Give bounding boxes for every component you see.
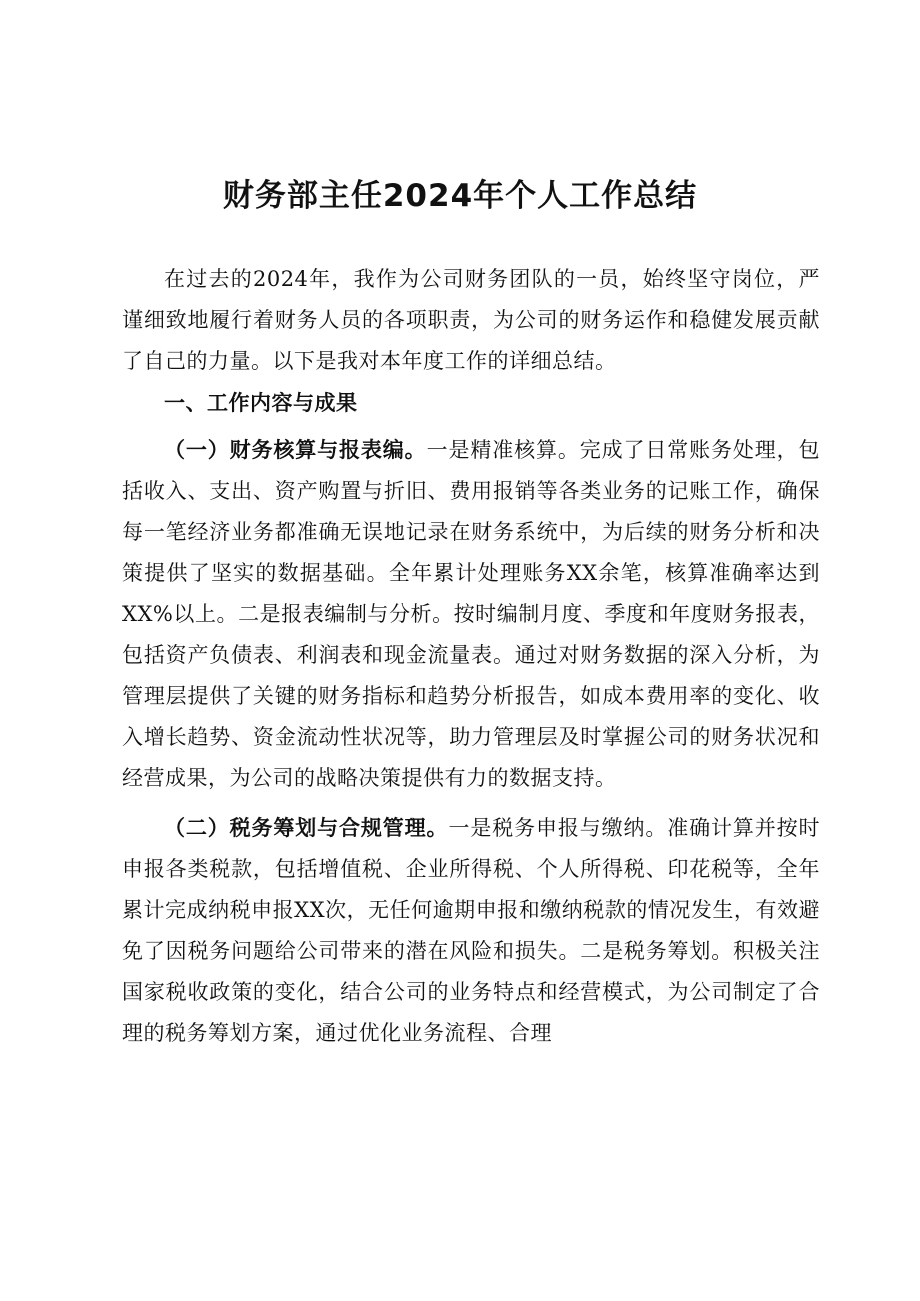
intro-paragraph: 在过去的2024年，我作为公司财务团队的一员，始终坚守岗位，严谨细致地履行着财务人员的各项职责，为公司的财务运作和稳健发展贡献了自己的力量。以下是我对本年度工作的详细总结。 bbox=[122, 267, 820, 373]
item-2-heading: （二）税务筹划与合规管理。 bbox=[164, 815, 449, 840]
document-body bbox=[122, 259, 820, 1054]
item-2-text: 一是税务申报与缴纳。准确计算并按时申报各类税款，包括增值税、企业所得税、个人所得税、印花税等，全年累计完成纳税申报XX次，无任何逾期申报和缴纳税款的情况发生，有效避免了因税务问题给公司带来的潜在风险和损失。二是税务筹划。积极关注国家税收政策的变化，结合公司的业务特点和经营模式，为公司制定了合理的税务筹划方案，通过优化业务流程、合理 bbox=[122, 816, 821, 1045]
item-1-heading: （一）财务核算与报表编。 bbox=[164, 437, 427, 462]
section-heading: 一、工作内容与成果 bbox=[164, 390, 358, 415]
document-title: 财务部主任2024年个人工作总结 bbox=[222, 178, 698, 214]
item-1-paragraph bbox=[122, 429, 820, 799]
item-2-paragraph bbox=[122, 807, 820, 1054]
item-1-text: 一是精准核算。完成了日常账务处理，包括收入、支出、资产购置与折旧、费用报销等各类业务的记账工作，确保每一笔经济业务都准确无误地记录在财务系统中，为后续的财务分析和决策提供了坚实的数据基础。全年累计处理账务XX余笔，核算准确率达到XX%以上。二是报表编制与分析。按时编制月度、季度和年度财务报表，包括资产负债表、利润表和现金流量表。通过对财务数据的深入分析，为管理层提供了关键的财务指标和趋势分析报告，如成本费用率的变化、收入增长趋势、资金流动性状况等，助力管理层及时掌握公司的财务状况和经营成果，为公司的战略决策提供有力的数据支持。 bbox=[122, 438, 821, 790]
